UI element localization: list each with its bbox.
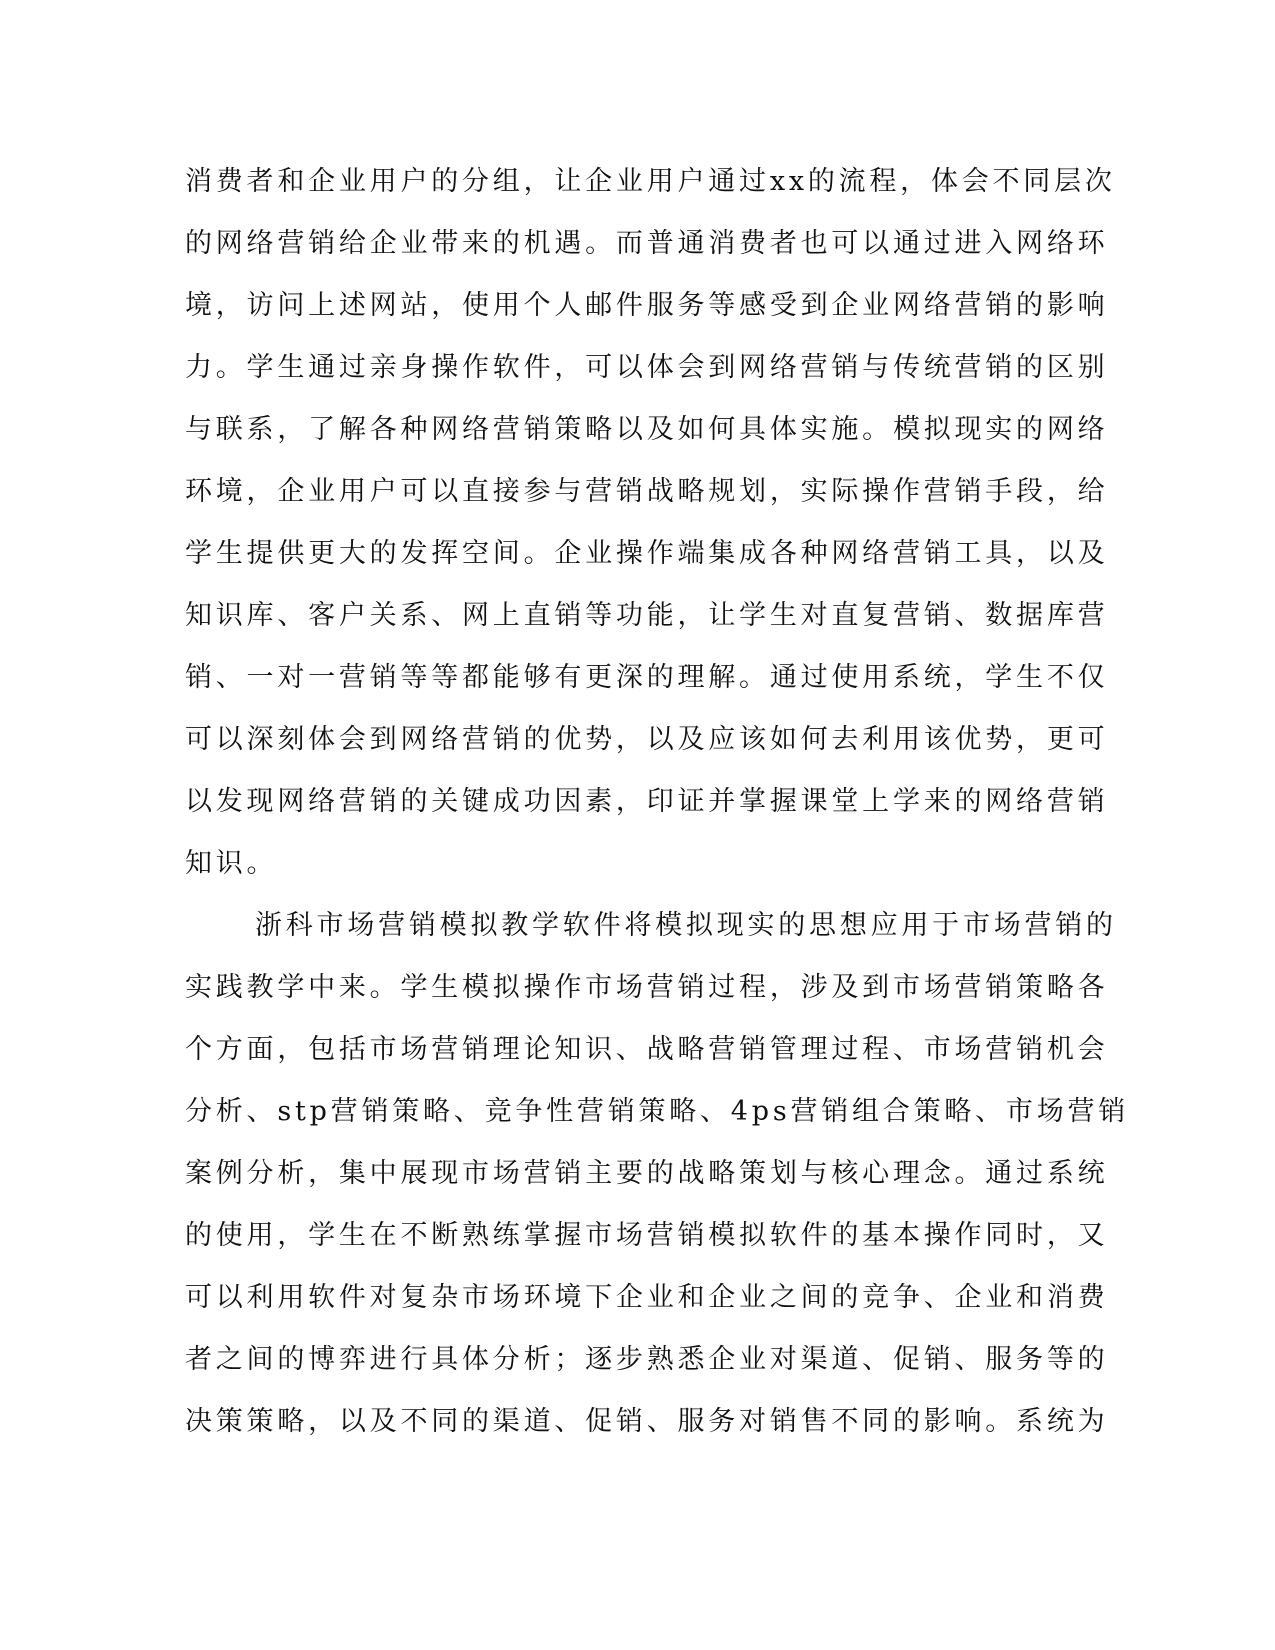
- text-line: 个方面，包括市场营销理论知识、战略营销管理过程、市场营销机会: [185, 1034, 1109, 1065]
- text-line: 分析、stp营销策略、竞争性营销策略、4ps营销组合策略、市场营销: [185, 1096, 1130, 1127]
- text-line: 消费者和企业用户的分组，让企业用户通过xx的流程，体会不同层次: [185, 166, 1116, 197]
- text-line: 者之间的博弈进行具体分析；逐步熟悉企业对渠道、促销、服务等的: [185, 1344, 1109, 1375]
- text-line: 境，访问上述网站，使用个人邮件服务等感受到企业网络营销的影响: [185, 290, 1109, 321]
- text-line: 浙科市场营销模拟教学软件将模拟现实的思想应用于市场营销的: [255, 910, 1117, 941]
- text-line: 可以利用软件对复杂市场环境下企业和企业之间的竞争、企业和消费: [185, 1282, 1109, 1313]
- text-line: 力。学生通过亲身操作软件，可以体会到网络营销与传统营销的区别: [185, 352, 1109, 383]
- text-line: 的网络营销给企业带来的机遇。而普通消费者也可以通过进入网络环: [185, 228, 1109, 259]
- text-line: 案例分析，集中展现市场营销主要的战略策划与核心理念。通过系统: [185, 1158, 1109, 1189]
- text-line: 销、一对一营销等等都能够有更深的理解。通过使用系统，学生不仅: [185, 662, 1109, 693]
- text-line: 决策策略，以及不同的渠道、促销、服务对销售不同的影响。系统为: [185, 1406, 1109, 1437]
- document-body: [185, 163, 1130, 1465]
- text-line: 学生提供更大的发挥空间。企业操作端集成各种网络营销工具，以及: [185, 538, 1109, 569]
- paragraph-2: [185, 907, 1130, 1465]
- text-line: 以发现网络营销的关键成功因素，印证并掌握课堂上学来的网络营销: [185, 786, 1109, 817]
- text-line: 与联系，了解各种网络营销策略以及如何具体实施。模拟现实的网络: [185, 414, 1109, 445]
- text-line: 知识库、客户关系、网上直销等功能，让学生对直复营销、数据库营: [185, 600, 1109, 631]
- paragraph-1: [185, 163, 1116, 907]
- text-line: 的使用，学生在不断熟练掌握市场营销模拟软件的基本操作同时，又: [185, 1220, 1109, 1251]
- text-line: 可以深刻体会到网络营销的优势，以及应该如何去利用该优势，更可: [185, 724, 1109, 755]
- text-line: 实践教学中来。学生模拟操作市场营销过程，涉及到市场营销策略各: [185, 972, 1109, 1003]
- text-line: 环境，企业用户可以直接参与营销战略规划，实际操作营销手段，给: [185, 476, 1109, 507]
- text-line: 知识。: [185, 848, 278, 879]
